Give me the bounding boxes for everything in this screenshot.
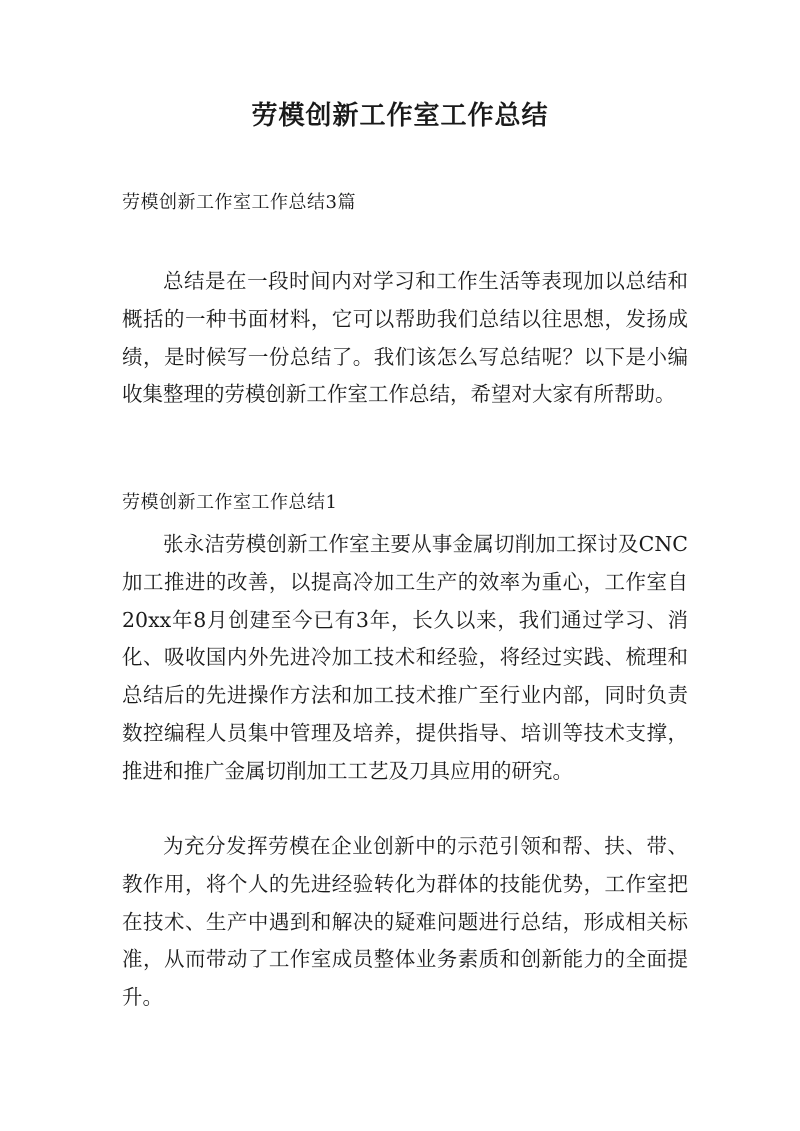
document-subtitle: 劳模创新工作室工作总结3篇	[122, 192, 356, 213]
section-heading: 劳模创新工作室工作总结1	[122, 492, 338, 513]
document-title: 劳模创新工作室工作总结	[251, 101, 549, 131]
body-paragraph-1: 张永洁劳模创新工作室主要从事金属切削加工探讨及CNC加工推进的改善，以提高冷加工生产的效率为重心，工作室自20xx年8月创建至今已有3年，长久以来，我们通过学习、消化、吸收国内外先进冷加工技术和经验，将经过实践、梳理和总结后的先进操作方法和加工技术推广至行业内部，同时负责数控编程人员集中管理及培养，提供指导、培训等技术支撑，推进和推广金属切削加工工艺及刀具应用的研究。	[122, 532, 688, 783]
body-paragraph-2: 为充分发挥劳模在企业创新中的示范引领和帮、扶、带、教作用，将个人的先进经验转化为群体的技能优势，工作室把在技术、生产中遇到和解决的疑难问题进行总结，形成相关标准，从而带动了工作室成员整体业务素质和创新能力的全面提升。	[122, 834, 688, 1010]
intro-paragraph: 总结是在一段时间内对学习和工作生活等表现加以总结和概括的一种书面材料，它可以帮助我们总结以往思想，发扬成绩，是时候写一份总结了。我们该怎么写总结呢？以下是小编收集整理的劳模创新工作室工作总结，希望对大家有所帮助。	[122, 269, 688, 407]
